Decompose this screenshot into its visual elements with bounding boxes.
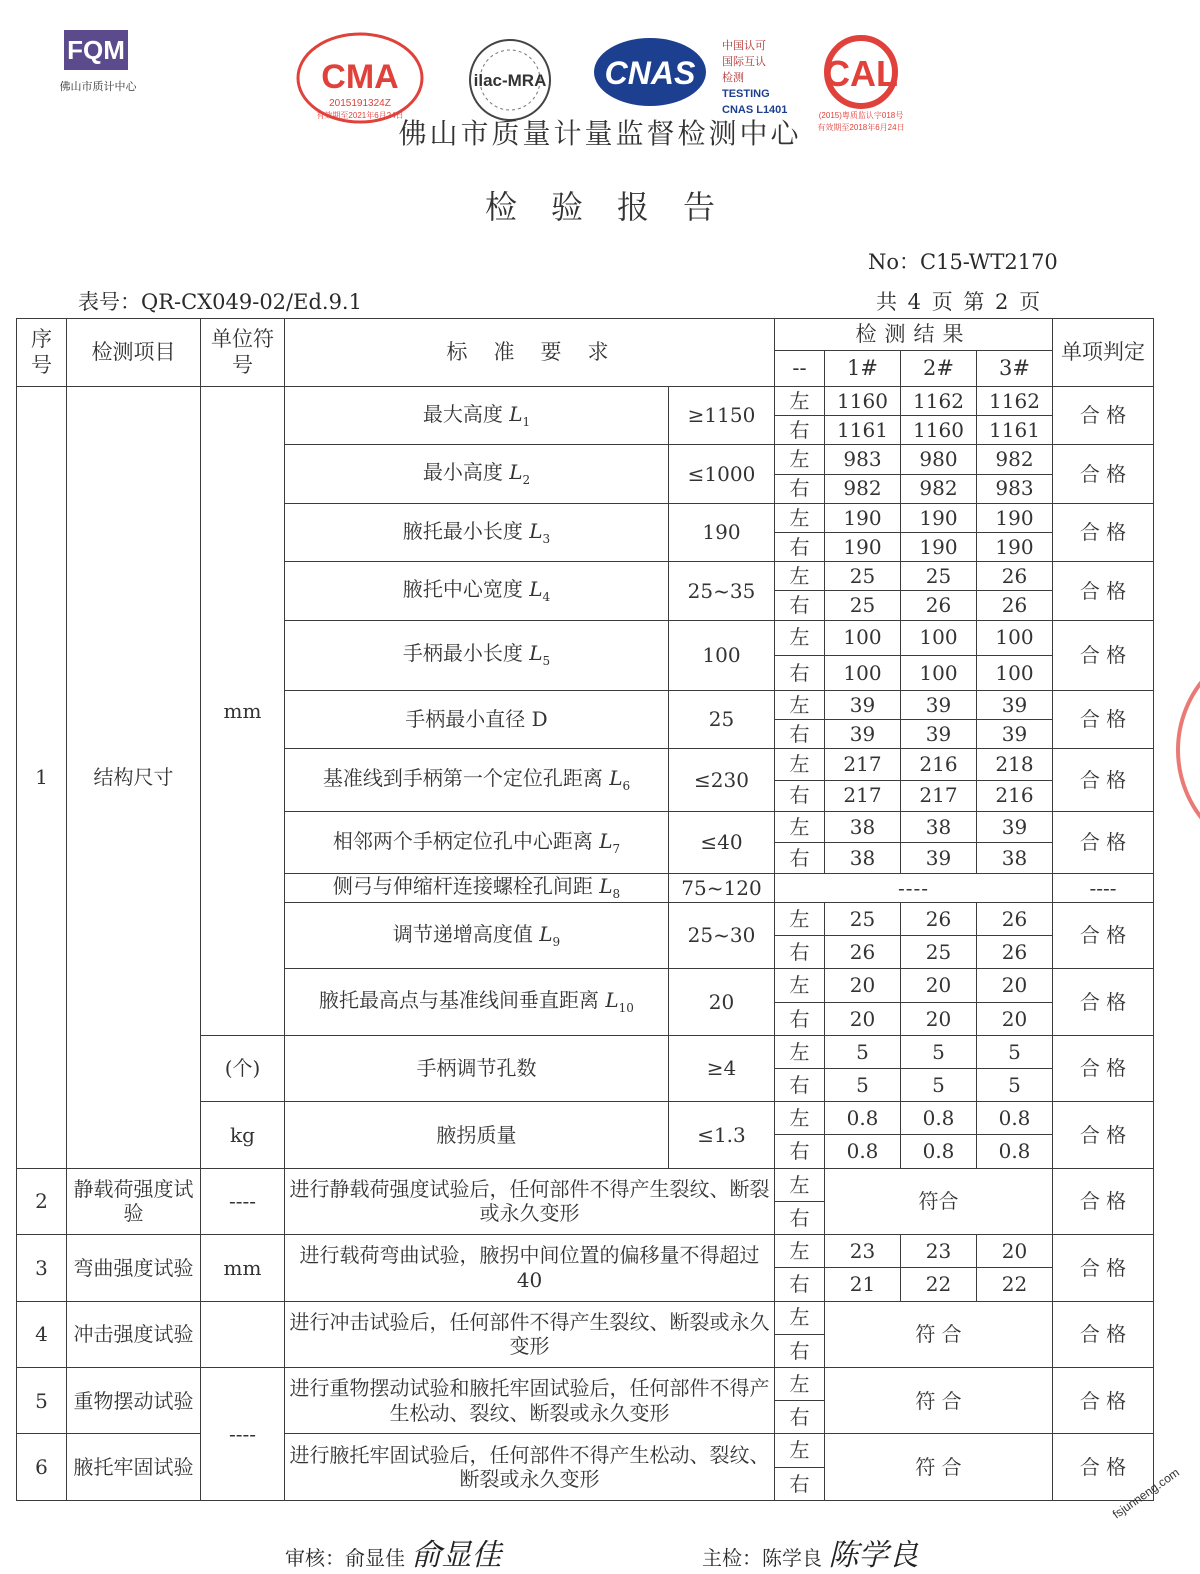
fqm-logo: FQM xyxy=(64,30,128,70)
row-seq: 1 xyxy=(17,387,67,1169)
row-unit: (个) xyxy=(201,1035,285,1101)
requirement-subscript: 10 xyxy=(618,1001,634,1016)
row-verdict: 合 格 xyxy=(1053,503,1154,561)
side-left: 左 xyxy=(775,562,825,591)
result-left-1: 20 xyxy=(825,969,901,1002)
side-right: 右 xyxy=(775,780,825,811)
row-verdict: ---- xyxy=(1053,874,1154,903)
result-right-1: 1161 xyxy=(825,416,901,445)
result-right-3: 26 xyxy=(977,591,1053,620)
row-verdict: 合 格 xyxy=(1053,1434,1154,1501)
requirement-subscript: 6 xyxy=(622,779,631,794)
row-requirement-text: 进行载荷弯曲试验，腋拐中间位置的偏移量不得超过40 xyxy=(285,1235,775,1301)
side-left: 左 xyxy=(775,1102,825,1135)
requirement-label: 腋托中心宽度 xyxy=(402,577,523,601)
result-right-3: 20 xyxy=(977,1002,1053,1035)
result-left-2: 23 xyxy=(901,1235,977,1268)
header-sample-3: 3# xyxy=(977,351,1053,387)
cma-number: 2015191324Z xyxy=(329,98,391,109)
row-requirement-value: 100 xyxy=(669,620,775,690)
cma-logo xyxy=(296,32,428,124)
row-requirement-name xyxy=(285,749,669,811)
side-right: 右 xyxy=(775,474,825,503)
result-right-3: 5 xyxy=(977,1069,1053,1102)
result-left-1: 100 xyxy=(825,620,901,655)
header-results: 检测结果 xyxy=(775,319,1053,351)
result-left-1: 25 xyxy=(825,562,901,591)
side-right: 右 xyxy=(775,532,825,561)
table-row xyxy=(17,1368,1154,1401)
side-left: 左 xyxy=(775,1235,825,1268)
row-requirement-name xyxy=(285,387,669,445)
row-seq: 4 xyxy=(17,1301,67,1367)
row-result-conform: 符合 xyxy=(825,1168,1053,1234)
cnas-line-1: 中国认可 xyxy=(722,40,766,52)
result-right-2: 39 xyxy=(901,720,977,749)
result-left-3: 982 xyxy=(977,445,1053,474)
report-number: No：C15-WT2170 xyxy=(868,250,1058,274)
result-left-2: 980 xyxy=(901,445,977,474)
row-requirement-value: ≤1.3 xyxy=(669,1102,775,1168)
result-left-2: 0.8 xyxy=(901,1102,977,1135)
doc-title: 检验报告 xyxy=(484,188,749,226)
result-left-2: 26 xyxy=(901,902,977,935)
requirement-subscript: 7 xyxy=(612,841,621,856)
reviewer-label: 审核：俞显佳 xyxy=(285,1546,405,1570)
inspector-signature: 陈学良 xyxy=(828,1538,919,1573)
side-left: 左 xyxy=(775,387,825,416)
row-requirement-name xyxy=(285,562,669,620)
result-right-1: 39 xyxy=(825,720,901,749)
row-seq: 3 xyxy=(17,1235,67,1301)
side-left: 左 xyxy=(775,1301,825,1334)
cal-line-1: (2015)粤质监认字018号 xyxy=(818,111,904,120)
result-right-1: 21 xyxy=(825,1268,901,1301)
result-right-2: 20 xyxy=(901,1002,977,1035)
watermark: fsjunneng.com xyxy=(1110,1465,1182,1522)
side-left: 左 xyxy=(775,1368,825,1401)
row-requirement-value: ≤230 xyxy=(669,749,775,811)
result-right-3: 100 xyxy=(977,655,1053,690)
result-right-2: 39 xyxy=(901,842,977,873)
row-result-conform: 符 合 xyxy=(825,1301,1053,1367)
side-right: 右 xyxy=(775,1069,825,1102)
requirement-symbol: L xyxy=(605,988,619,1013)
result-left-1: 217 xyxy=(825,749,901,780)
side-right: 右 xyxy=(775,936,825,969)
row-requirement-text: 进行静载荷强度试验后，任何部件不得产生裂纹、断裂或永久变形 xyxy=(285,1168,775,1234)
header-side: -- xyxy=(775,351,825,387)
requirement-symbol: L xyxy=(599,828,613,853)
side-right: 右 xyxy=(775,591,825,620)
requirement-symbol: L xyxy=(529,641,543,666)
row-verdict: 合 格 xyxy=(1053,1035,1154,1101)
result-left-3: 190 xyxy=(977,503,1053,532)
requirement-label: 腋托最小长度 xyxy=(402,518,523,543)
row-requirement-value: 20 xyxy=(669,969,775,1035)
result-right-3: 0.8 xyxy=(977,1135,1053,1168)
result-right-1: 217 xyxy=(825,780,901,811)
requirement-subscript: 1 xyxy=(522,414,531,429)
result-right-2: 100 xyxy=(901,655,977,690)
side-right: 右 xyxy=(775,1135,825,1168)
side-left: 左 xyxy=(775,749,825,780)
result-left-3: 218 xyxy=(977,749,1053,780)
side-left: 左 xyxy=(775,1434,825,1467)
result-right-1: 26 xyxy=(825,936,901,969)
row-result-conform: 符 合 xyxy=(825,1368,1053,1434)
requirement-label: 侧弓与伸缩杆连接螺栓孔间距 xyxy=(332,874,593,899)
side-right: 右 xyxy=(775,720,825,749)
header-standard: 标准要求 xyxy=(285,319,775,387)
requirement-subscript: 2 xyxy=(522,473,531,488)
row-verdict: 合 格 xyxy=(1053,620,1154,690)
row-verdict: 合 格 xyxy=(1053,445,1154,503)
row-requirement-value: 75~120 xyxy=(669,874,775,903)
result-left-3: 39 xyxy=(977,811,1053,842)
result-right-2: 217 xyxy=(901,780,977,811)
result-right-2: 5 xyxy=(901,1069,977,1102)
cnas-text: CNAS xyxy=(604,55,696,91)
fqm-caption: 佛山市质计中心 xyxy=(59,81,137,93)
row-requirement-value: ≤40 xyxy=(669,811,775,873)
requirement-subscript: 9 xyxy=(552,934,561,949)
result-left-1: 983 xyxy=(825,445,901,474)
row-verdict: 合 格 xyxy=(1053,811,1154,873)
result-left-2: 25 xyxy=(901,562,977,591)
result-left-3: 26 xyxy=(977,902,1053,935)
cnas-line-3: 检测 xyxy=(722,72,744,84)
result-left-2: 38 xyxy=(901,811,977,842)
result-right-1: 5 xyxy=(825,1069,901,1102)
cnas-testing: TESTING xyxy=(722,88,770,100)
side-left: 左 xyxy=(775,1035,825,1068)
row-seq: 2 xyxy=(17,1168,67,1234)
header-row-1 xyxy=(17,319,1154,351)
result-left-2: 190 xyxy=(901,503,977,532)
requirement-subscript: 5 xyxy=(542,654,551,669)
result-right-2: 26 xyxy=(901,591,977,620)
row-unit: mm xyxy=(201,387,285,1036)
result-right-1: 20 xyxy=(825,1002,901,1035)
cnas-logo xyxy=(592,36,710,108)
row-seq: 5 xyxy=(17,1368,67,1434)
header-sample-1: 1# xyxy=(825,351,901,387)
result-left-3: 0.8 xyxy=(977,1102,1053,1135)
side-right: 右 xyxy=(775,655,825,690)
row-requirement-text: 进行重物摆动试验和腋托牢固试验后，任何部件不得产生松动、裂纹、断裂或永久变形 xyxy=(285,1368,775,1434)
stamp-edge-mark xyxy=(1168,630,1200,870)
result-left-1: 0.8 xyxy=(825,1102,901,1135)
row-requirement-text: 进行腋托牢固试验后，任何部件不得产生松动、裂纹、断裂或永久变形 xyxy=(285,1434,775,1501)
cnas-number: CNAS L1401 xyxy=(722,104,788,116)
requirement-symbol: L xyxy=(509,460,523,485)
side-right: 右 xyxy=(775,1401,825,1434)
row-requirement-name xyxy=(285,445,669,503)
row-requirement-value: 25~30 xyxy=(669,902,775,968)
requirement-symbol: L xyxy=(509,401,523,426)
row-requirement-name xyxy=(285,690,669,748)
header-sample-2: 2# xyxy=(901,351,977,387)
cnas-caption xyxy=(722,38,787,118)
row-requirement-name xyxy=(285,902,669,968)
result-left-3: 26 xyxy=(977,562,1053,591)
requirement-label: 最小高度 xyxy=(422,460,503,485)
side-right: 右 xyxy=(775,1201,825,1234)
table-row xyxy=(17,1235,1154,1268)
result-left-1: 25 xyxy=(825,902,901,935)
inspector-label: 主检：陈学良 xyxy=(702,1546,822,1570)
result-right-3: 983 xyxy=(977,474,1053,503)
requirement-subscript: 3 xyxy=(542,531,551,546)
row-item: 弯曲强度试验 xyxy=(67,1235,201,1301)
row-verdict: 合 格 xyxy=(1053,690,1154,748)
row-unit: mm xyxy=(201,1235,285,1301)
cma-text: CMA xyxy=(321,58,399,96)
result-right-1: 100 xyxy=(825,655,901,690)
requirement-symbol: L xyxy=(529,518,543,543)
result-left-3: 39 xyxy=(977,690,1053,719)
table-row xyxy=(17,1168,1154,1201)
result-right-3: 1161 xyxy=(977,416,1053,445)
result-right-2: 190 xyxy=(901,532,977,561)
cal-text: CAL xyxy=(824,53,898,94)
row-verdict: 合 格 xyxy=(1053,562,1154,620)
header-verdict: 单项判定 xyxy=(1053,319,1154,387)
result-right-2: 0.8 xyxy=(901,1135,977,1168)
row-unit: ---- xyxy=(201,1368,285,1501)
result-left-1: 5 xyxy=(825,1035,901,1068)
result-left-1: 39 xyxy=(825,690,901,719)
result-left-2: 1162 xyxy=(901,387,977,416)
row-verdict: 合 格 xyxy=(1053,1301,1154,1367)
result-left-3: 1162 xyxy=(977,387,1053,416)
ilac-text: ilac-MRA xyxy=(473,71,547,90)
requirement-label: 腋拐质量 xyxy=(436,1122,517,1147)
result-left-1: 190 xyxy=(825,503,901,532)
inspector xyxy=(702,1530,918,1574)
requirement-subscript: 8 xyxy=(612,887,621,902)
row-item: 冲击强度试验 xyxy=(67,1301,201,1367)
requirement-symbol: L xyxy=(609,766,623,791)
row-result-conform: 符 合 xyxy=(825,1434,1053,1501)
result-right-1: 38 xyxy=(825,842,901,873)
requirement-symbol: L xyxy=(599,874,613,899)
row-unit: kg xyxy=(201,1102,285,1168)
side-left: 左 xyxy=(775,503,825,532)
side-left: 左 xyxy=(775,902,825,935)
row-verdict: 合 格 xyxy=(1053,1368,1154,1434)
result-right-2: 982 xyxy=(901,474,977,503)
row-requirement-name xyxy=(285,1102,669,1168)
table-row xyxy=(17,1434,1154,1467)
row-item: 结构尺寸 xyxy=(67,387,201,1169)
result-left-2: 216 xyxy=(901,749,977,780)
row-requirement-name xyxy=(285,620,669,690)
result-right-1: 0.8 xyxy=(825,1135,901,1168)
requirement-subscript: 4 xyxy=(542,590,551,604)
result-right-3: 22 xyxy=(977,1268,1053,1301)
reviewer xyxy=(285,1530,501,1574)
result-left-3: 20 xyxy=(977,969,1053,1002)
row-verdict: 合 格 xyxy=(1053,387,1154,445)
inspection-table xyxy=(16,318,1154,1501)
row-verdict: 合 格 xyxy=(1053,749,1154,811)
row-requirement-value: 25 xyxy=(669,690,775,748)
row-requirement-name xyxy=(285,1035,669,1101)
requirement-symbol: D xyxy=(531,707,548,732)
reviewer-signature: 俞显佳 xyxy=(411,1538,502,1573)
result-right-3: 216 xyxy=(977,780,1053,811)
cma-valid: 有效期至2021年6月24日 xyxy=(316,111,404,120)
side-left: 左 xyxy=(775,1168,825,1201)
requirement-label: 手柄最小长度 xyxy=(402,641,523,666)
side-left: 左 xyxy=(775,445,825,474)
side-left: 左 xyxy=(775,690,825,719)
result-right-2: 25 xyxy=(901,936,977,969)
result-right-1: 25 xyxy=(825,591,901,620)
row-result-none: ---- xyxy=(775,874,1053,903)
row-requirement-name xyxy=(285,503,669,561)
table-row xyxy=(17,1301,1154,1334)
result-right-3: 38 xyxy=(977,842,1053,873)
row-requirement-value: 190 xyxy=(669,503,775,561)
result-left-2: 39 xyxy=(901,690,977,719)
result-left-2: 100 xyxy=(901,620,977,655)
row-unit-blank xyxy=(201,1301,285,1367)
row-verdict: 合 格 xyxy=(1053,1235,1154,1301)
row-requirement-value: ≤1000 xyxy=(669,445,775,503)
requirement-label: 基准线到手柄第一个定位孔距离 xyxy=(322,766,603,791)
result-left-3: 100 xyxy=(977,620,1053,655)
result-left-1: 1160 xyxy=(825,387,901,416)
result-right-3: 190 xyxy=(977,532,1053,561)
result-right-3: 26 xyxy=(977,936,1053,969)
side-left: 左 xyxy=(775,811,825,842)
result-left-1: 23 xyxy=(825,1235,901,1268)
header-item: 检测项目 xyxy=(67,319,201,387)
row-requirement-value: 25~35 xyxy=(669,562,775,620)
result-left-2: 20 xyxy=(901,969,977,1002)
requirement-label: 最大高度 xyxy=(422,401,503,426)
row-item: 腋托牢固试验 xyxy=(67,1434,201,1501)
table-row xyxy=(17,387,1154,416)
result-right-2: 22 xyxy=(901,1268,977,1301)
side-right: 右 xyxy=(775,416,825,445)
requirement-label: 调节递增高度值 xyxy=(392,921,533,946)
cnas-line-2: 国际互认 xyxy=(722,56,766,68)
row-seq: 6 xyxy=(17,1434,67,1501)
result-left-3: 20 xyxy=(977,1235,1053,1268)
cal-line-2: 有效期至2018年6月24日 xyxy=(817,123,905,132)
row-verdict: 合 格 xyxy=(1053,969,1154,1035)
side-left: 左 xyxy=(775,969,825,1002)
requirement-label: 腋托最高点与基准线间垂直距离 xyxy=(319,988,600,1013)
result-left-3: 5 xyxy=(977,1035,1053,1068)
row-requirement-text: 进行冲击试验后，任何部件不得产生裂纹、断裂或永久变形 xyxy=(285,1301,775,1367)
result-right-1: 982 xyxy=(825,474,901,503)
side-right: 右 xyxy=(775,1334,825,1367)
row-item: 重物摆动试验 xyxy=(67,1368,201,1434)
result-right-1: 190 xyxy=(825,532,901,561)
row-verdict: 合 格 xyxy=(1053,902,1154,968)
header-seq: 序号 xyxy=(17,319,67,387)
requirement-symbol: L xyxy=(529,577,543,601)
side-left: 左 xyxy=(775,620,825,655)
row-unit: ---- xyxy=(201,1168,285,1234)
side-right: 右 xyxy=(775,1467,825,1500)
side-right: 右 xyxy=(775,1002,825,1035)
result-left-2: 5 xyxy=(901,1035,977,1068)
org-name: 佛山市质量计量监督检测中心 xyxy=(398,117,802,150)
requirement-label: 手柄最小直径 xyxy=(405,707,526,732)
row-requirement-name xyxy=(285,874,669,903)
row-requirement-value: ≥4 xyxy=(669,1035,775,1101)
row-requirement-name xyxy=(285,969,669,1035)
side-right: 右 xyxy=(775,842,825,873)
page-info: 共 4 页 第 2 页 xyxy=(876,290,1043,314)
result-left-1: 38 xyxy=(825,811,901,842)
row-verdict: 合 格 xyxy=(1053,1102,1154,1168)
requirement-symbol: L xyxy=(539,921,553,946)
result-right-2: 1160 xyxy=(901,416,977,445)
row-verdict: 合 格 xyxy=(1053,1168,1154,1234)
row-requirement-name xyxy=(285,811,669,873)
form-number: 表号：QR-CX049-02/Ed.9.1 xyxy=(78,290,362,314)
requirement-label: 相邻两个手柄定位孔中心距离 xyxy=(332,828,593,853)
header-unit: 单位符号 xyxy=(201,319,285,387)
side-right: 右 xyxy=(775,1268,825,1301)
requirement-label: 手柄调节孔数 xyxy=(416,1056,537,1081)
result-right-3: 39 xyxy=(977,720,1053,749)
row-requirement-value: ≥1150 xyxy=(669,387,775,445)
row-item: 静载荷强度试验 xyxy=(67,1168,201,1234)
